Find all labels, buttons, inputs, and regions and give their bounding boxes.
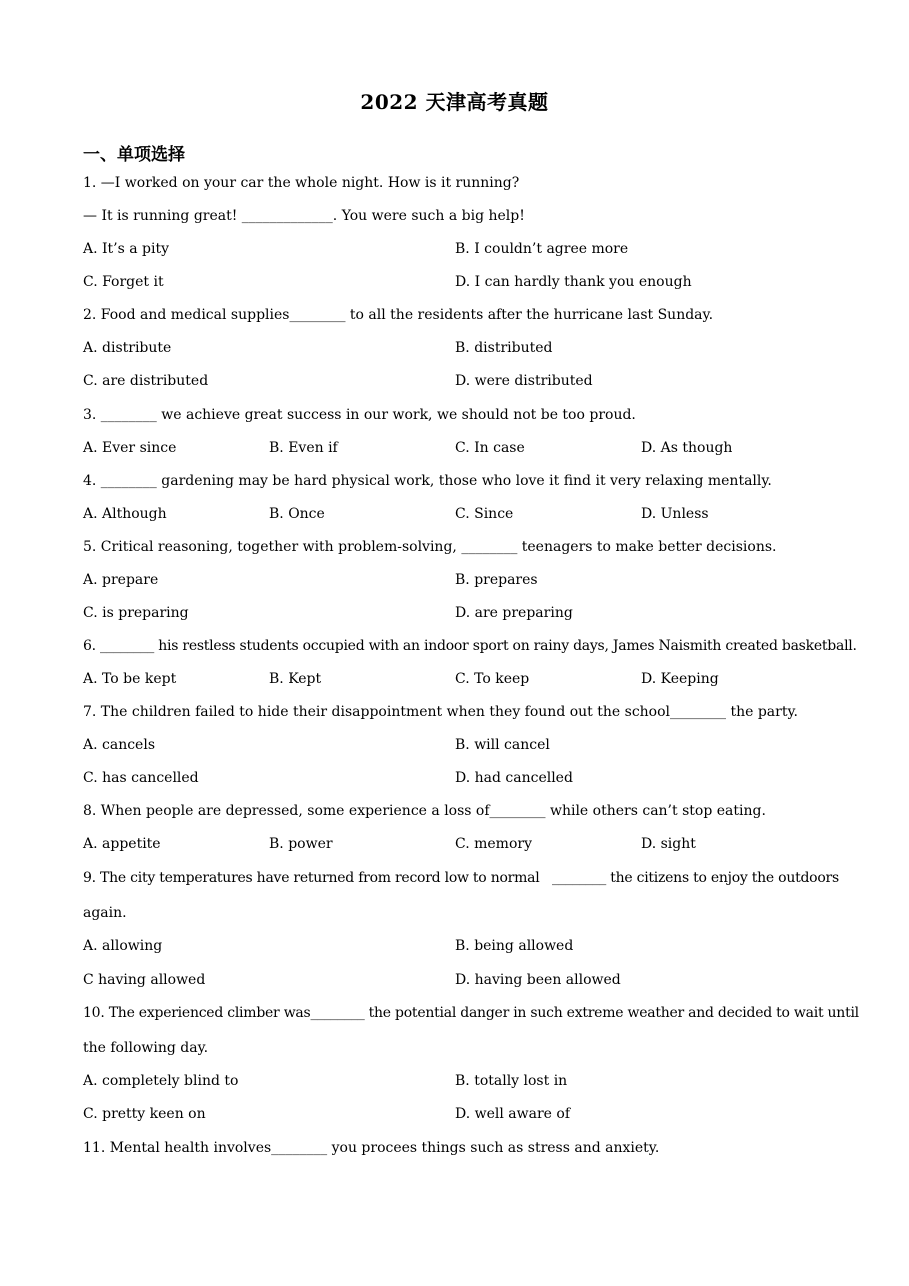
question-10-option-c: C. pretty keen on	[83, 1106, 206, 1122]
question-4-stem: 4. ________ gardening may be hard physical work, those who love it find it very relaxing mentally.	[83, 473, 772, 489]
question-9-line-2: again.	[83, 905, 127, 921]
question-2-option-b: B. distributed	[455, 340, 553, 356]
question-5-option-a: A. prepare	[83, 572, 159, 588]
question-2-option-c: C. are distributed	[83, 373, 209, 389]
question-10-option-b: B. totally lost in	[455, 1073, 568, 1089]
section-heading: 一、单项选择	[83, 145, 185, 165]
question-5-option-d: D. are preparing	[455, 605, 573, 621]
question-9-line-1: 9. The city temperatures have returned from record low to normal ________ the citizens to enjoy the outdoors	[83, 870, 839, 886]
question-1-option-b: B. I couldn’t agree more	[455, 241, 629, 257]
question-2-stem: 2. Food and medical supplies________ to all the residents after the hurricane last Sunday.	[83, 307, 714, 323]
question-2-option-d: D. were distributed	[455, 373, 593, 389]
question-4-option-b: B. Once	[269, 506, 325, 522]
page-title: 2022 天津高考真题	[360, 90, 549, 114]
question-8-stem: 8. When people are depressed, some experience a loss of________ while others can’t stop eating.	[83, 803, 766, 819]
question-6-option-d: D. Keeping	[641, 671, 719, 687]
question-6-option-c: C. To keep	[455, 671, 530, 687]
question-6-option-a: A. To be kept	[83, 671, 177, 687]
question-9-option-a: A. allowing	[83, 938, 163, 954]
question-4-option-d: D. Unless	[641, 506, 709, 522]
question-5-stem: 5. Critical reasoning, together with problem-solving, ________ teenagers to make better decisions.	[83, 539, 777, 555]
question-5-option-b: B. prepares	[455, 572, 538, 588]
question-7-stem: 7. The children failed to hide their disappointment when they found out the school________ the party.	[83, 704, 798, 720]
question-6-option-b: B. Kept	[269, 671, 322, 687]
question-1-option-a: A. It’s a pity	[83, 241, 170, 257]
question-8-option-b: B. power	[269, 836, 333, 852]
question-11-stem: 11. Mental health involves________ you procees things such as stress and anxiety.	[83, 1140, 660, 1156]
question-5-option-c: C. is preparing	[83, 605, 189, 621]
question-1-line-1: 1. —I worked on your car the whole night. How is it running?	[83, 175, 520, 191]
question-9-option-c: C having allowed	[83, 972, 206, 988]
question-1-option-d: D. I can hardly thank you enough	[455, 274, 692, 290]
question-10-line-1: 10. The experienced climber was________ the potential danger in such extreme weather and decided to wait until	[83, 1005, 859, 1021]
question-3-option-d: D. As though	[641, 440, 733, 456]
question-7-option-a: A. cancels	[83, 737, 156, 753]
question-10-option-d: D. well aware of	[455, 1106, 571, 1122]
question-8-option-d: D. sight	[641, 836, 696, 852]
question-10-line-2: the following day.	[83, 1040, 209, 1056]
question-1-line-2: — It is running great! _____________. You were such a big help!	[83, 208, 525, 224]
question-9-option-b: B. being allowed	[455, 938, 574, 954]
question-7-option-c: C. has cancelled	[83, 770, 199, 786]
question-6-stem: 6. ________ his restless students occupied with an indoor sport on rainy days, James Naismith created basketball.	[83, 638, 857, 654]
question-3-option-a: A. Ever since	[83, 440, 177, 456]
question-1-option-c: C. Forget it	[83, 274, 164, 290]
question-10-option-a: A. completely blind to	[83, 1073, 239, 1089]
question-3-option-b: B. Even if	[269, 440, 338, 456]
question-4-option-c: C. Since	[455, 506, 514, 522]
question-8-option-c: C. memory	[455, 836, 532, 852]
question-4-option-a: A. Although	[83, 506, 167, 522]
question-7-option-b: B. will cancel	[455, 737, 550, 753]
question-3-stem: 3. ________ we achieve great success in our work, we should not be too proud.	[83, 407, 636, 423]
question-7-option-d: D. had cancelled	[455, 770, 573, 786]
question-3-option-c: C. In case	[455, 440, 525, 456]
question-2-option-a: A. distribute	[83, 340, 172, 356]
question-8-option-a: A. appetite	[83, 836, 161, 852]
question-9-option-d: D. having been allowed	[455, 972, 621, 988]
